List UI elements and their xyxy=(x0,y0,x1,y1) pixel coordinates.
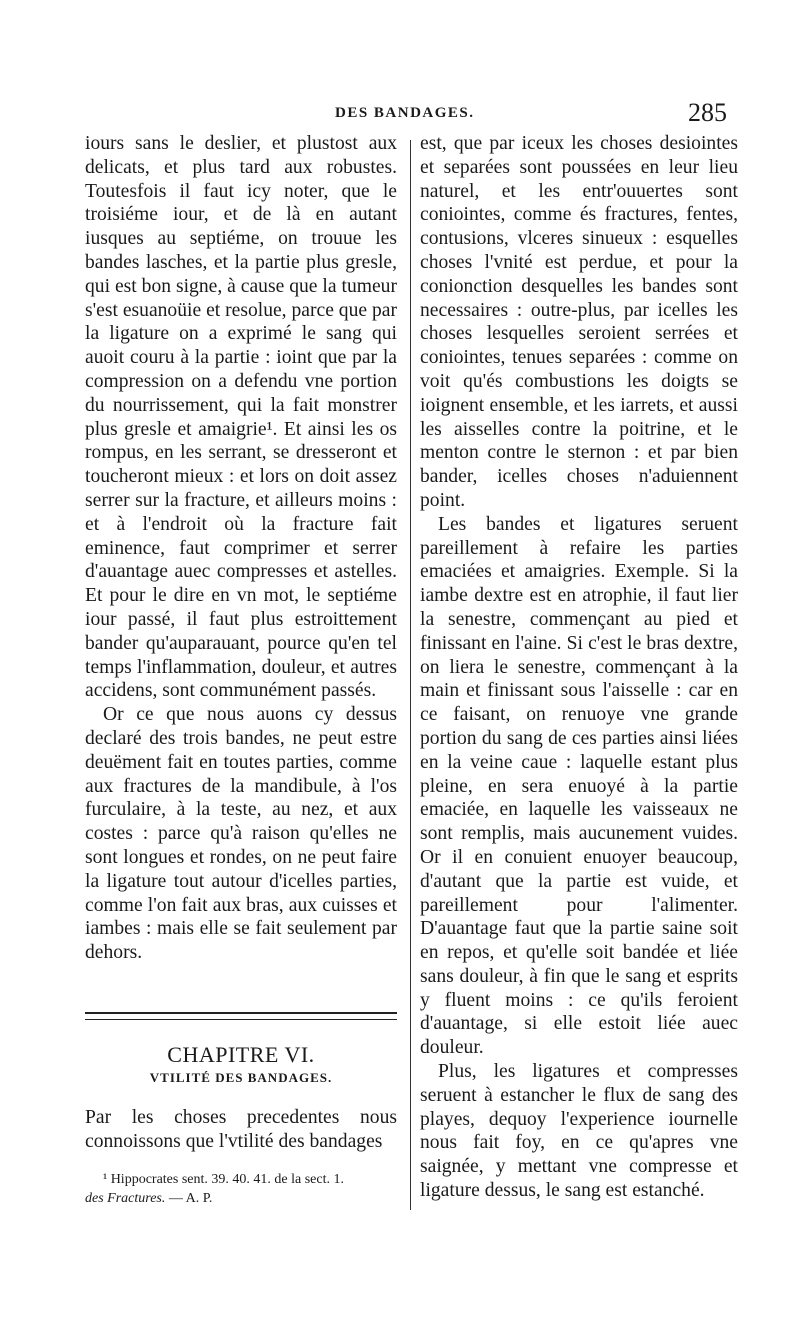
paragraph: Or ce que nous auons cy dessus declaré des trois bandes, ne peut estre deuëment fait en toutes parties, comme aux fractures de la mandibule, à l'os furculaire, à la teste, au nez, et aux costes : parce qu'à raison qu'elles ne sont longues et rondes, on ne peut faire la ligature tout autour d'icelles parties, comme l'on fait aux bras, aux cuisses et iambes : mais elle se fait seulement par dehors. xyxy=(85,704,397,964)
paragraph: Plus, les ligatures et compresses seruent à estancher le flux de sang des playes, dequoy l'experience iournelle nous fait foy, en ce qu'apres vne saignée, y mettant vne compresse et ligature dessus, le sang est estanché. xyxy=(420,1061,738,1202)
footnote-line: ¹ Hippocrates sent. 39. 40. 41. de la sect. 1. xyxy=(103,1172,344,1187)
paragraph: iours sans le deslier, et plustost aux delicats, et plus tard aux robustes. Toutesfois il faut icy noter, que le troisiéme iour, et de là en autant iusques au septiéme, on trouue les bandes lasches, et la partie plus gresle, qui est bon signe, à cause que la tumeur s'est esuanoüie et resolue, parce que par la ligature on a exprimé le sang qui auoit couru à la partie : ioint que par la compression on a defendu vne portion du nourrissement, qui la fait monstrer plus gresle et amaigrie¹. Et ainsi les os rompus, en les serrant, se dresseront et toucheront mieux : et lors on doit assez serrer sur la fracture, et ailleurs moins : et à l'endroit où la fracture fait eminence, faut comprimer et serrer d'auantage auec compresses et astelles. Et pour le dire en vn mot, le septiéme iour passé, il faut plus estroittement bander qu'auparauant, pource qu'en tel temps l'inflammation, douleur, et autres accidens, sont communément passés. xyxy=(85,133,397,702)
right-column xyxy=(420,132,738,1203)
footnote-work-title: des Fractures. xyxy=(85,1191,166,1206)
column-divider xyxy=(410,140,411,1210)
chapter-rule xyxy=(85,1012,397,1020)
running-head: DES BANDAGES. xyxy=(335,105,475,121)
footnote-attribution: — A. P. xyxy=(168,1191,213,1206)
footnote-line xyxy=(85,1189,397,1208)
footnote xyxy=(85,1170,397,1208)
left-column xyxy=(85,132,397,965)
chapter-opening-text: Par les choses precedentes nous connoissons que l'vtilité des bandages xyxy=(85,1107,397,1152)
chapter-title: CHAPITRE VI. xyxy=(167,1042,315,1067)
paragraph: est, que par iceux les choses desiointes et separées sont poussées en leur lieu naturel, et les entr'ouuertes sont coniointes, comme és fractures, fentes, contusions, vlceres sinueux : esquelles choses l'vnité est perdue, et pour la conionction desquelles les bandes sont necessaires : outre-plus, par icelles les choses lesquelles seroient serrées et coniointes, tenues separées : comme on voit qu'és combustions les doigts se ioignent ensemble, et les iarrets, et aussi les aisselles contre la poitrine, et le menton contre le sternon : et par bien bander, icelles choses n'aduiennent point. xyxy=(420,133,738,511)
paragraph: Les bandes et ligatures seruent pareillement à refaire les parties emaciées et amaigries. Exemple. Si la iambe dextre est en atrophie, il faut lier la senestre, commençant au pied et finissant en l'aine. Si c'est le bras dextre, on liera le senestre, commençant à la main et finissant sous l'aisselle : car en ce faisant, on renuoye vne grande portion du sang de ces parties ainsi liées en la veine caue : laquelle estant plus pleine, en sera enuoyé à la partie emaciée, en laquelle les vaisseaux ne sont remplis, mais aucunement vuides. Or il en conuient enuoyer beaucoup, d'autant que la partie est vuide, et pareillement pour l'alimenter. D'auantage faut que la partie saine soit en repos, et qu'elle soit bandée et liée sans douleur, à fin que le sang et esprits y fluent moins : ce qu'ils feroient d'auantage, si elle estoit liée auec douleur. xyxy=(420,513,738,1059)
page-number: 285 xyxy=(688,98,727,127)
chapter-subtitle: VTILITÉ DES BANDAGES. xyxy=(149,1070,333,1085)
